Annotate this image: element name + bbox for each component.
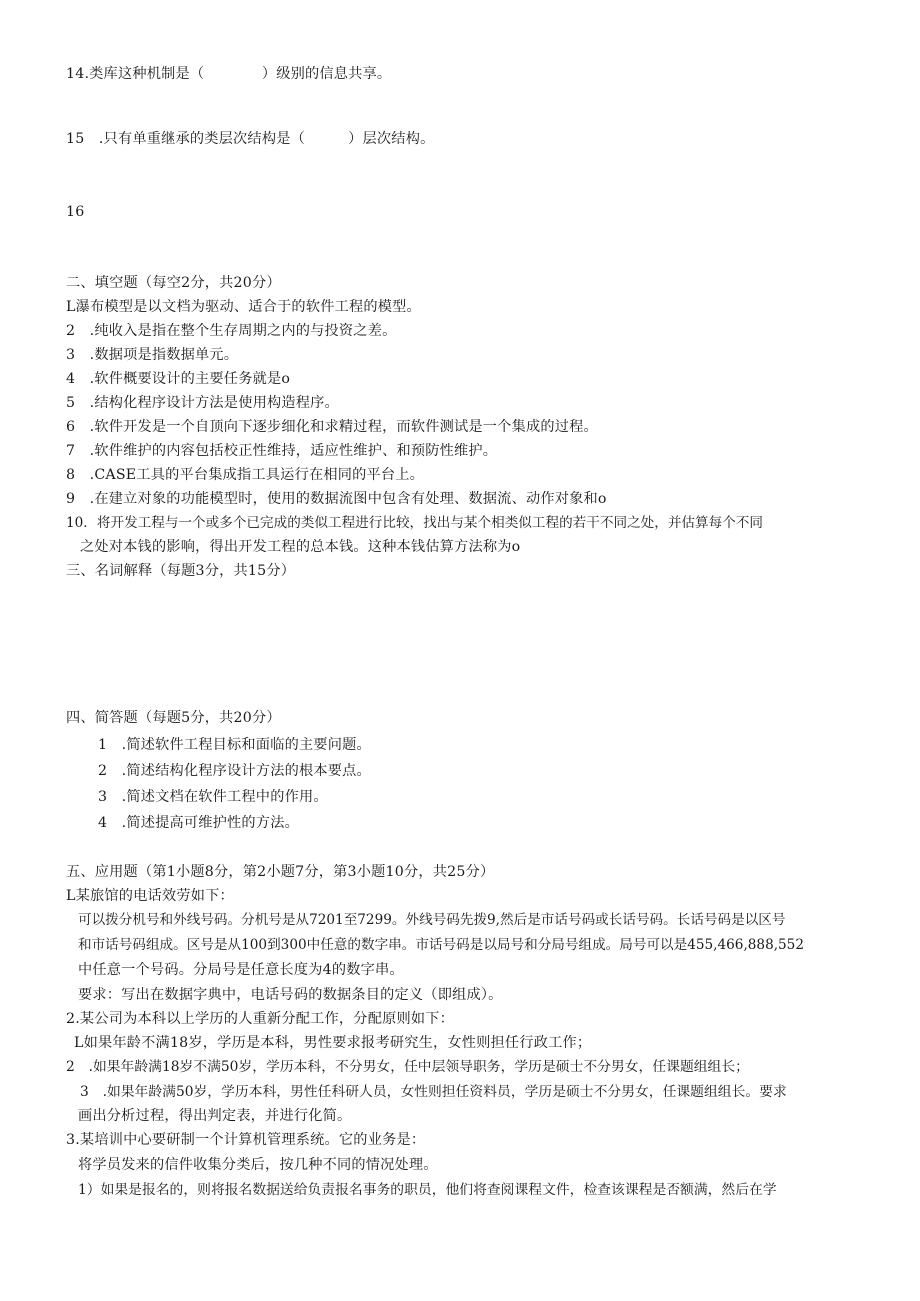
app-line-13: 1）如果是报名的，则将报名数据送给负责报名事务的职员，他们将查阅课程文件，检查该课程是否额满，然后在学 bbox=[78, 1182, 777, 1198]
app-line-5: 要求：写出在数据字典中，电话号码的数据条目的定义（即组成）。 bbox=[78, 987, 503, 1003]
app-line-12: 将学员发来的信件收集分类后，按几种不同的情况处理。 bbox=[78, 1157, 438, 1173]
app-line-6: 2.某公司为本科以上学历的人重新分配工作，分配原则如下： bbox=[66, 1011, 455, 1027]
short-answer-item-4: 4 .简述提高可维护性的方法。 bbox=[98, 815, 299, 831]
app-line-3: 和市话号码组成。区号是从100到300中任意的数字串。市话号码是以局号和分局号组成。局号可以是455,466,888,552 bbox=[78, 937, 804, 953]
section3-heading: 三、名词解释（每题3分，共15分） bbox=[66, 563, 296, 579]
fill-blank-item-10-continued: 之处对本钱的影响，得出开发工程的总本钱。这种本钱估算方法称为o bbox=[80, 539, 521, 555]
fill-blank-item-6: 6 .软件开发是一个自顶向下逐步细化和求精过程，而软件测试是一个集成的过程。 bbox=[66, 419, 598, 435]
question-14: 14.类库这种机制是（ ）级别的信息共享。 bbox=[66, 66, 392, 82]
fill-blank-item-8: 8 .CASE工具的平台集成指工具运行在相同的平台上。 bbox=[66, 467, 425, 483]
app-line-7: L如果年龄不满18岁，学历是本科，男性要求报考研究生，女性则担任行政工作； bbox=[74, 1035, 592, 1051]
fill-blank-item-3: 3 .数据项是指数据单元。 bbox=[66, 347, 239, 363]
section4-heading: 四、简答题（每题5分，共20分） bbox=[66, 710, 281, 726]
short-answer-item-3: 3 .简述文档在软件工程中的作用。 bbox=[98, 789, 328, 805]
short-answer-item-1: 1 .简述软件工程目标和面临的主要问题。 bbox=[98, 737, 371, 753]
app-line-10: 画出分析过程，得出判定表，并进行化简。 bbox=[78, 1108, 352, 1124]
fill-blank-item-10: 10．将开发工程与一个或多个已完成的类似工程进行比较，找出与某个相类似工程的若干不同之处，并估算每个不同 bbox=[66, 515, 763, 531]
fill-blank-item-7: 7 .软件维护的内容包括校正性维持，适应性维护、和预防性维护。 bbox=[66, 443, 498, 459]
app-line-8: 2 .如果年龄满18岁不满50岁，学历本科，不分男女，任中层领导职务，学历是硕士不分男女，任课题组组长； bbox=[66, 1059, 749, 1075]
app-line-11: 3.某培训中心要研制一个计算机管理系统。它的业务是： bbox=[66, 1132, 426, 1148]
fill-blank-item-4: 4 .软件概要设计的主要任务就是o bbox=[66, 371, 291, 387]
app-line-2: 可以拨分机号和外线号码。分机号是从7201至7299。外线号码先拨9,然后是市话号码或长话号码。长话号码是以区号 bbox=[78, 912, 786, 928]
fill-blank-item-9: 9 .在建立对象的功能模型时，使用的数据流图中包含有处理、数据流、动作对象和o bbox=[66, 491, 607, 507]
fill-blank-item-5: 5 .结构化程序设计方法是使用构造程序。 bbox=[66, 395, 339, 411]
app-line-4: 中任意一个号码。分局号是任意长度为4的数字串。 bbox=[78, 962, 404, 978]
section5-heading: 五、应用题（第1小题8分，第2小题7分，第3小题10分，共25分） bbox=[66, 864, 495, 880]
fill-blank-item-2: 2 .纯收入是指在整个生存周期之内的与投资之差。 bbox=[66, 323, 397, 339]
short-answer-item-2: 2 .简述结构化程序设计方法的根本要点。 bbox=[98, 763, 371, 779]
fill-blank-item-1: L瀑布模型是以文档为驱动、适合于的软件工程的模型。 bbox=[66, 299, 421, 315]
question-15: 15 .只有单重继承的类层次结构是（ ）层次结构。 bbox=[66, 131, 435, 147]
app-line-9: 3 .如果年龄满50岁，学历本科，男性任科研人员，女性则担任资料员，学历是硕士不分男女，任课题组组长。要求 bbox=[80, 1084, 787, 1100]
section2-heading: 二、填空题（每空2分，共20分） bbox=[66, 275, 281, 291]
question-16: 16 bbox=[66, 204, 85, 220]
app-line-1: L某旅馆的电话效劳如下： bbox=[66, 888, 234, 904]
